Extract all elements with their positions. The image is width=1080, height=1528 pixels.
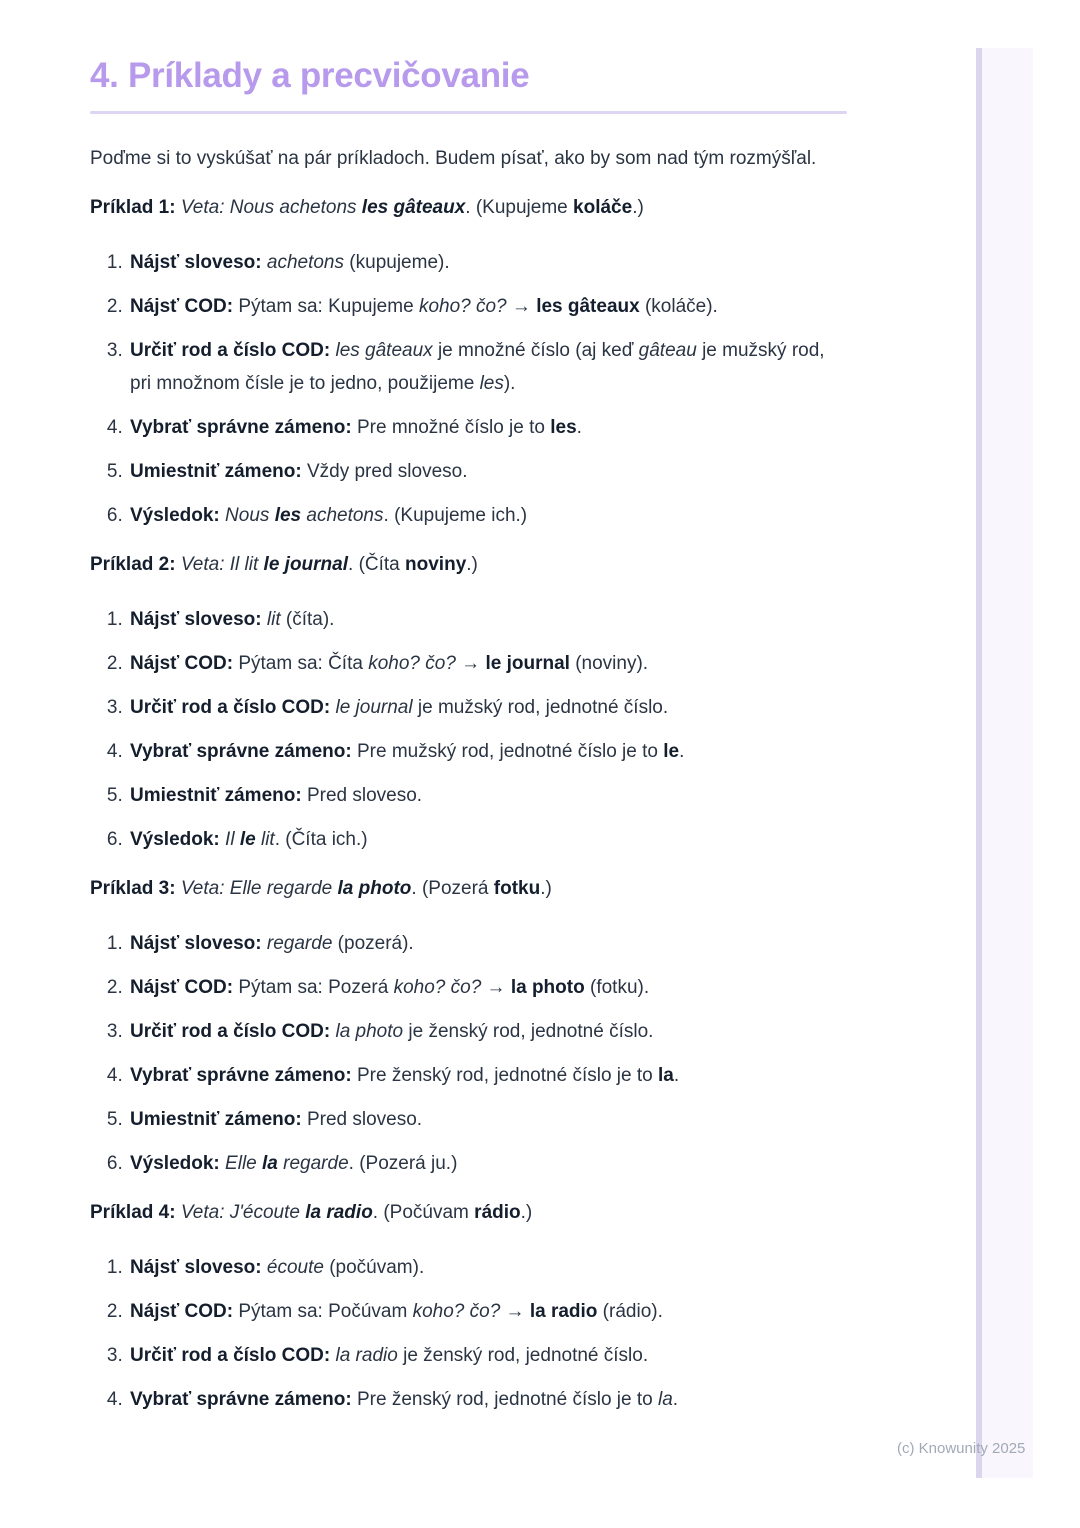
text-segment: Nájsť COD: bbox=[130, 296, 234, 317]
text-segment: fotku bbox=[493, 878, 541, 899]
page-edge-strip bbox=[976, 48, 1033, 1478]
step-item bbox=[128, 1251, 847, 1284]
text-segment: koho? čo? bbox=[418, 296, 507, 317]
text-segment: Pýtam sa: Počúvam bbox=[233, 1301, 413, 1322]
text-segment: Príklad 3: bbox=[90, 878, 176, 899]
text-segment: achetons bbox=[266, 252, 345, 273]
step-item bbox=[128, 1015, 847, 1048]
step-item bbox=[128, 1147, 847, 1180]
intro-paragraph: Poďme si to vyskúšať na pár príkladoch. Budem písať, ako by som nad tým rozmýšľal. bbox=[90, 148, 817, 169]
text-segment: Určiť rod a číslo COD: bbox=[130, 1021, 331, 1042]
text-segment: Umiestniť zámeno: bbox=[130, 461, 302, 482]
text-segment: (číta). bbox=[280, 609, 335, 630]
text-segment: Príklad 4: bbox=[90, 1202, 176, 1223]
copyright-footer: (c) Knowunity 2025 bbox=[897, 1440, 1026, 1457]
example-4-steps bbox=[90, 1251, 847, 1416]
text-segment: Výsledok: bbox=[130, 505, 220, 526]
text-segment: Vybrať správne zámeno: bbox=[130, 741, 352, 762]
text-segment: (počúvam). bbox=[323, 1257, 425, 1278]
text-segment: Pred sloveso. bbox=[301, 1109, 423, 1130]
text-segment: . bbox=[679, 741, 685, 762]
text-segment: . (Pozerá ju.) bbox=[348, 1153, 458, 1174]
text-segment: la photo bbox=[510, 977, 585, 998]
text-segment: Veta: Nous achetons bbox=[180, 197, 362, 218]
text-segment: le journal bbox=[263, 554, 349, 575]
text-segment: . (Číta bbox=[348, 554, 406, 575]
text-segment: Nous bbox=[225, 505, 275, 526]
step-item bbox=[128, 1339, 847, 1372]
text-segment: Výsledok: bbox=[130, 1153, 220, 1174]
text-segment: Vybrať správne zámeno: bbox=[130, 417, 352, 438]
text-segment: la bbox=[262, 1153, 278, 1174]
text-segment: . bbox=[576, 417, 582, 438]
text-segment: noviny bbox=[405, 554, 467, 575]
text-segment: → bbox=[500, 1301, 530, 1322]
page-title: 4. Príklady a precvičovanie bbox=[90, 56, 530, 95]
text-segment: Pre mužský rod, jednotné číslo je to bbox=[351, 741, 664, 762]
text-segment: je množné číslo (aj keď bbox=[432, 340, 639, 361]
step-item bbox=[128, 735, 847, 768]
example-1-heading bbox=[90, 191, 847, 224]
text-segment: Veta: J'écoute bbox=[180, 1202, 306, 1223]
example-2 bbox=[90, 548, 847, 856]
text-segment: Elle bbox=[225, 1153, 263, 1174]
text-segment: le journal bbox=[335, 697, 413, 718]
text-segment: . (Číta ich.) bbox=[274, 829, 368, 850]
text-segment: rádio bbox=[474, 1202, 521, 1223]
text-segment: regarde bbox=[266, 933, 333, 954]
step-item bbox=[128, 1103, 847, 1136]
text-segment: → bbox=[455, 653, 486, 674]
text-segment: Pre ženský rod, jednotné číslo je to bbox=[351, 1389, 658, 1410]
step-item bbox=[128, 647, 847, 680]
text-segment: Určiť rod a číslo COD: bbox=[130, 1345, 331, 1366]
step-item bbox=[128, 823, 847, 856]
text-segment: . bbox=[673, 1065, 680, 1086]
text-segment: . (Pozerá bbox=[411, 878, 494, 899]
step-item bbox=[128, 290, 847, 323]
text-segment: le bbox=[239, 829, 256, 850]
text-segment: la bbox=[657, 1065, 674, 1086]
text-segment: Určiť rod a číslo COD: bbox=[130, 340, 331, 361]
text-segment: Vybrať správne zámeno: bbox=[130, 1065, 352, 1086]
text-segment: Pred sloveso. bbox=[301, 785, 423, 806]
text-segment: Nájsť COD: bbox=[130, 653, 234, 674]
text-segment: je mužský rod, jednotné číslo. bbox=[412, 697, 669, 718]
text-segment: les gâteaux bbox=[536, 296, 640, 317]
text-segment: lit bbox=[255, 829, 275, 850]
step-item bbox=[128, 1295, 847, 1328]
example-4 bbox=[90, 1196, 847, 1416]
text-segment: la photo bbox=[337, 878, 412, 899]
step-item bbox=[128, 334, 847, 400]
step-item bbox=[128, 603, 847, 636]
text-segment: . bbox=[672, 1389, 679, 1410]
text-segment: Nájsť sloveso: bbox=[130, 933, 262, 954]
text-segment: le journal bbox=[485, 653, 570, 674]
text-segment: Pre množné číslo je to bbox=[351, 417, 551, 438]
text-segment: (pozerá). bbox=[332, 933, 414, 954]
text-segment: Pre ženský rod, jednotné číslo je to bbox=[351, 1065, 658, 1086]
text-segment: achetons bbox=[301, 505, 384, 526]
text-segment: Vždy pred sloveso. bbox=[301, 461, 468, 482]
text-segment: . (Počúvam bbox=[372, 1202, 475, 1223]
text-segment: Pýtam sa: Pozerá bbox=[233, 977, 394, 998]
text-segment: Pýtam sa: Číta bbox=[233, 653, 369, 674]
text-segment: les bbox=[550, 417, 577, 438]
text-segment: Umiestniť zámeno: bbox=[130, 785, 302, 806]
text-segment: les bbox=[274, 505, 302, 526]
text-segment: les gâteaux bbox=[361, 197, 466, 218]
text-segment: Nájsť sloveso: bbox=[130, 609, 262, 630]
step-item bbox=[128, 1383, 847, 1416]
text-segment: (rádio). bbox=[597, 1301, 663, 1322]
text-segment: Vybrať správne zámeno: bbox=[130, 1389, 352, 1410]
text-segment: je ženský rod, jednotné číslo. bbox=[403, 1021, 654, 1042]
text-segment: Určiť rod a číslo COD: bbox=[130, 697, 331, 718]
text-segment: Nájsť COD: bbox=[130, 977, 234, 998]
text-segment: koláče bbox=[573, 197, 633, 218]
text-segment: .) bbox=[632, 197, 644, 218]
text-segment: Veta: Il lit bbox=[180, 554, 264, 575]
text-segment: le bbox=[663, 741, 680, 762]
text-segment: . (Kupujeme bbox=[465, 197, 574, 218]
step-item bbox=[128, 971, 847, 1004]
example-3-heading bbox=[90, 872, 847, 905]
text-segment: Nájsť sloveso: bbox=[130, 1257, 262, 1278]
step-item bbox=[128, 779, 847, 812]
text-segment: koho? čo? bbox=[412, 1301, 501, 1322]
text-segment: je mužský rod, pri množnom čísle je to jedno, použijeme bbox=[130, 340, 825, 394]
text-segment: gâteau bbox=[638, 340, 697, 361]
text-segment: je ženský rod, jednotné číslo. bbox=[397, 1345, 649, 1366]
text-segment: Pýtam sa: Kupujeme bbox=[233, 296, 419, 317]
text-segment: → bbox=[506, 296, 537, 317]
text-segment: (kupujeme). bbox=[344, 252, 450, 273]
step-item bbox=[128, 1059, 847, 1092]
text-segment: → bbox=[481, 977, 511, 998]
title-divider bbox=[90, 111, 847, 114]
step-item bbox=[128, 411, 847, 444]
text-segment: Nájsť COD: bbox=[130, 1301, 234, 1322]
text-segment: la bbox=[657, 1389, 673, 1410]
text-segment: (fotku). bbox=[584, 977, 650, 998]
text-segment: ). bbox=[503, 373, 516, 394]
text-segment: Príklad 1: bbox=[90, 197, 176, 218]
text-segment: koho? čo? bbox=[393, 977, 482, 998]
step-item bbox=[128, 691, 847, 724]
text-segment: .) bbox=[466, 554, 478, 575]
example-3-steps bbox=[90, 927, 847, 1180]
text-segment: la photo bbox=[335, 1021, 404, 1042]
text-segment: Príklad 2: bbox=[90, 554, 176, 575]
text-segment: (koláče). bbox=[639, 296, 718, 317]
text-segment: la radio bbox=[529, 1301, 598, 1322]
text-segment: Umiestniť zámeno: bbox=[130, 1109, 302, 1130]
example-4-heading bbox=[90, 1196, 847, 1229]
text-segment: (noviny). bbox=[569, 653, 649, 674]
text-segment: la radio bbox=[335, 1345, 398, 1366]
example-2-heading bbox=[90, 548, 847, 581]
text-segment: .) bbox=[520, 1202, 533, 1223]
text-segment: la radio bbox=[305, 1202, 373, 1223]
example-1 bbox=[90, 191, 847, 532]
text-segment: les bbox=[479, 373, 504, 394]
text-segment: écoute bbox=[266, 1257, 324, 1278]
example-1-steps bbox=[90, 246, 847, 532]
example-3 bbox=[90, 872, 847, 1180]
text-segment: Nájsť sloveso: bbox=[130, 252, 262, 273]
text-segment: .) bbox=[540, 878, 552, 899]
text-segment: Veta: Elle regarde bbox=[180, 878, 338, 899]
text-segment: Výsledok: bbox=[130, 829, 220, 850]
text-segment: Il bbox=[225, 829, 240, 850]
step-item bbox=[128, 927, 847, 960]
step-item bbox=[128, 246, 847, 279]
example-2-steps bbox=[90, 603, 847, 856]
text-segment: koho? čo? bbox=[368, 653, 456, 674]
step-item bbox=[128, 499, 847, 532]
text-segment: lit bbox=[266, 609, 281, 630]
text-segment: . (Kupujeme ich.) bbox=[383, 505, 528, 526]
text-segment: les gâteaux bbox=[335, 340, 433, 361]
step-item bbox=[128, 455, 847, 488]
text-segment: regarde bbox=[277, 1153, 349, 1174]
